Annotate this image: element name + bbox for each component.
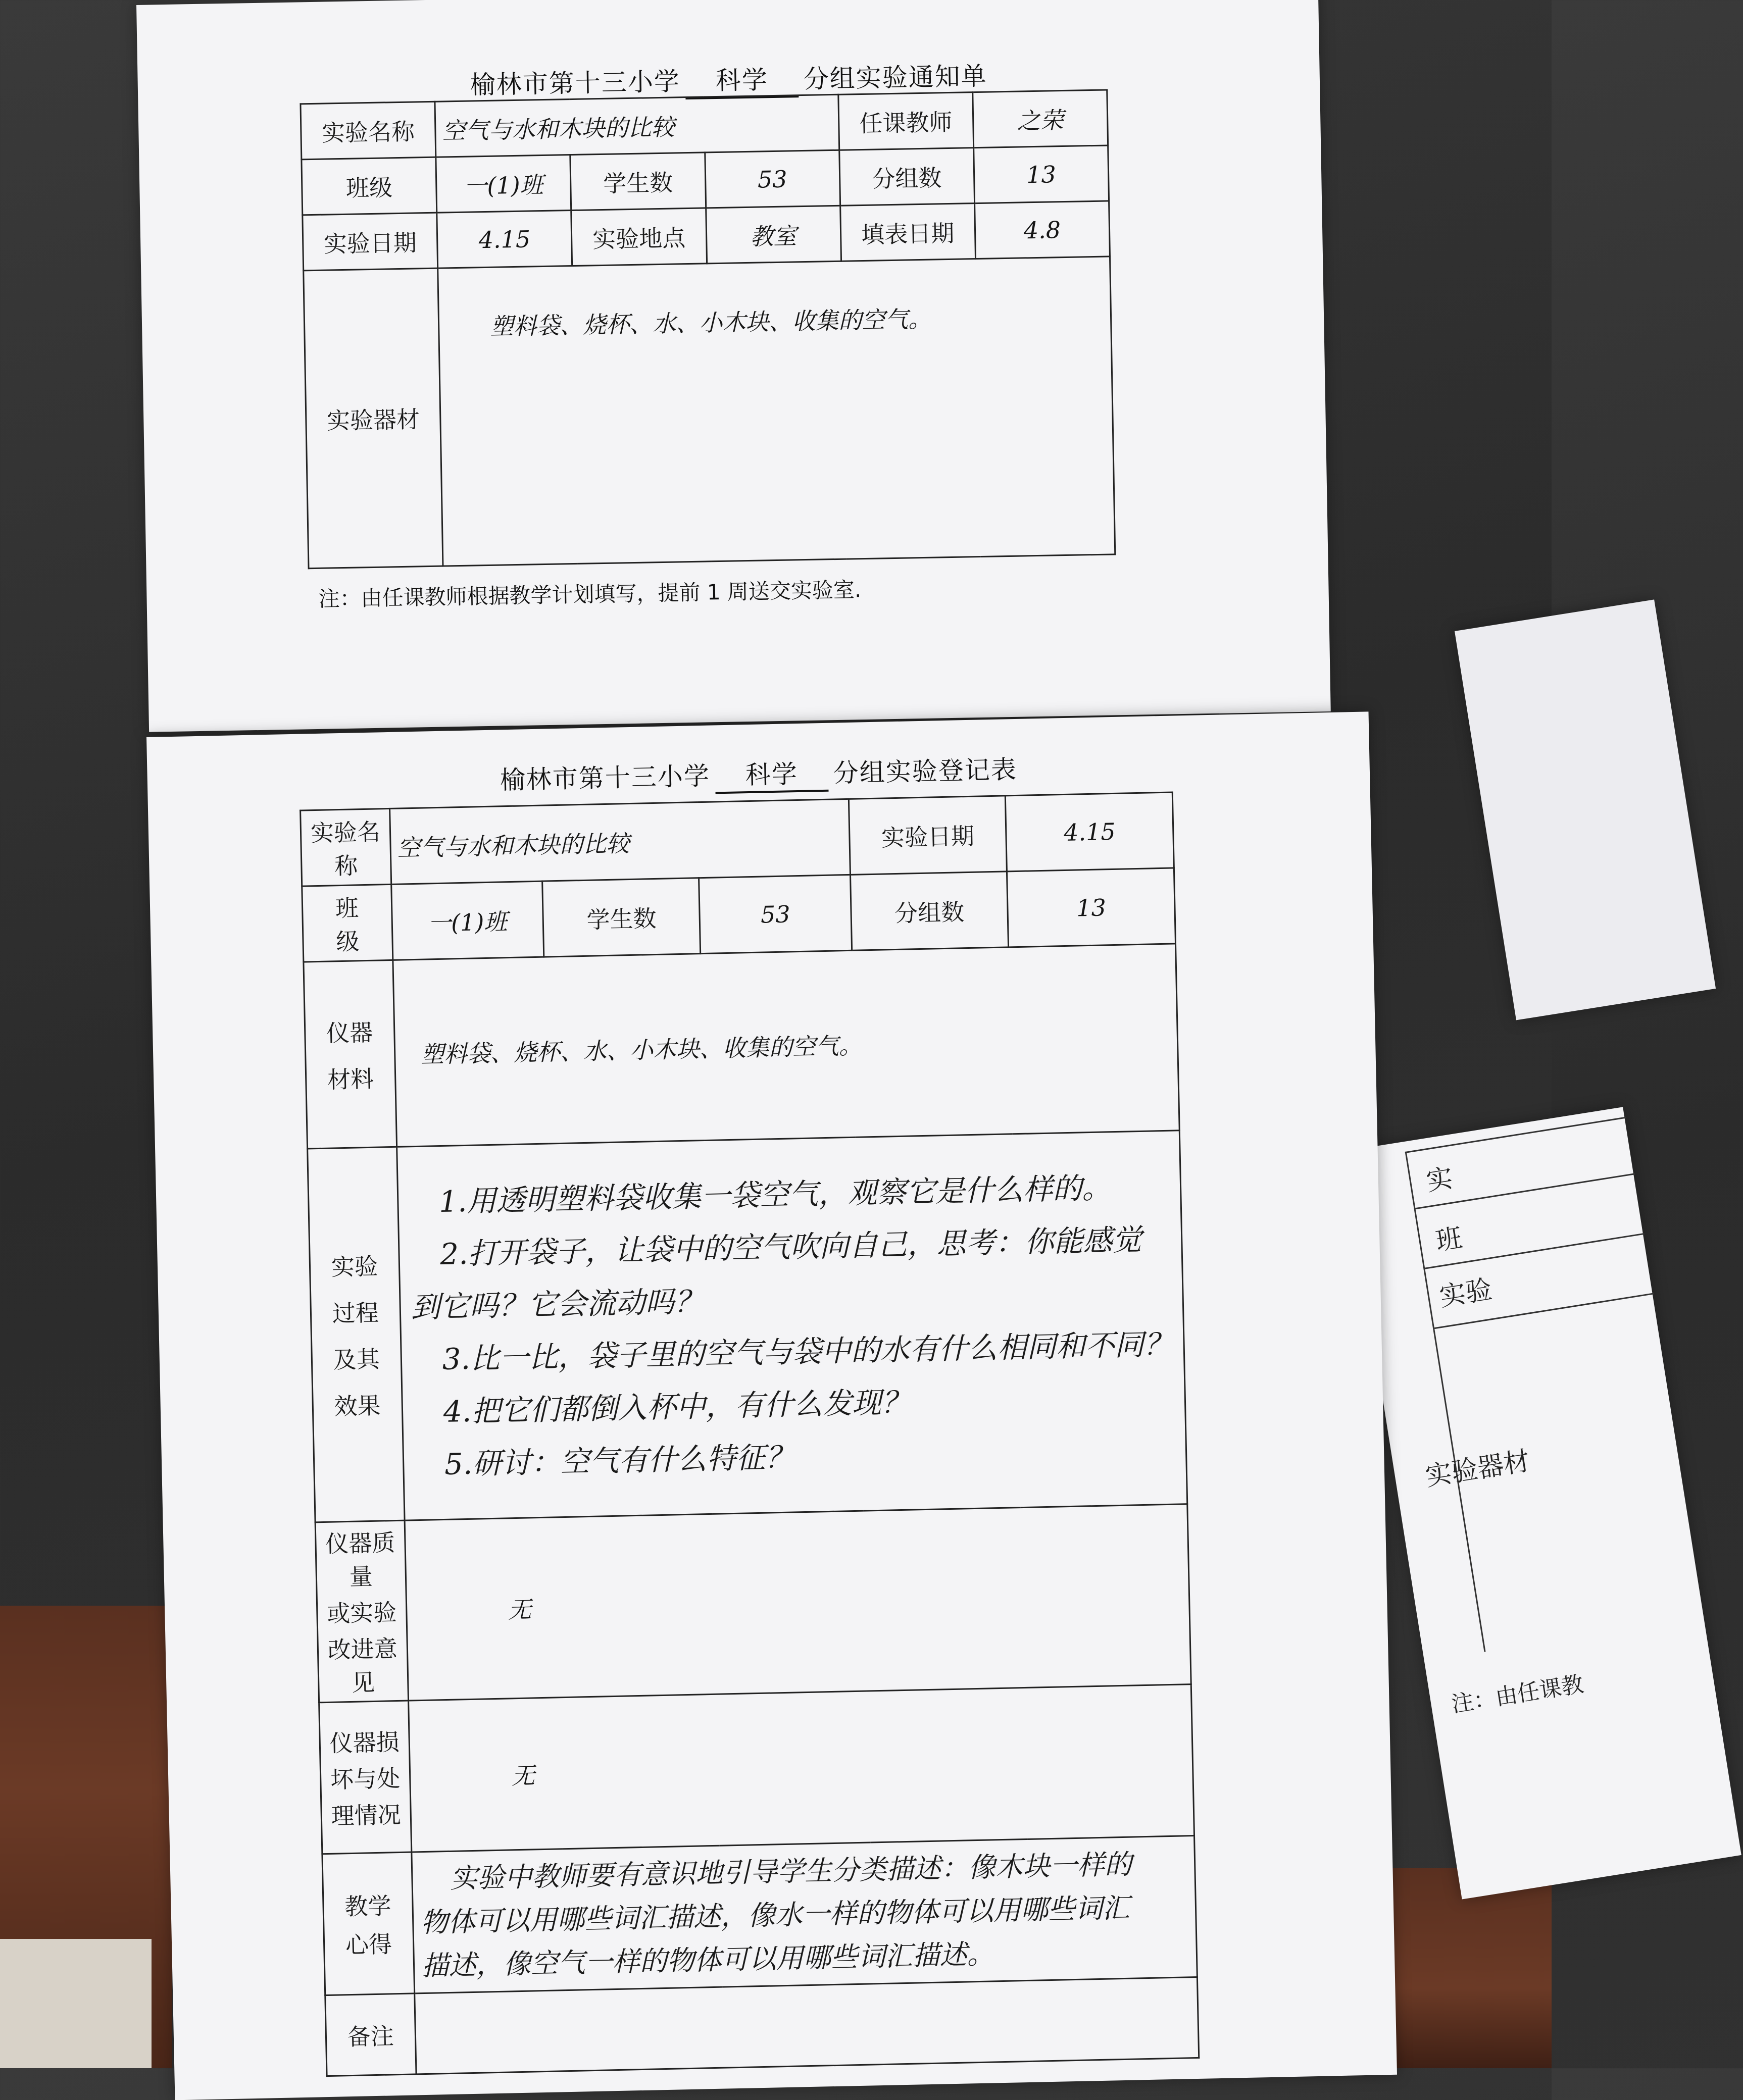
reg-label-materials-1: 仪器	[326, 1018, 373, 1047]
reg-label-materials	[304, 960, 396, 1149]
reg-label-damage	[319, 1701, 412, 1854]
label-equipment: 实验器材	[304, 268, 443, 569]
reg-label-students: 学生数	[542, 878, 701, 957]
process-step-3: 3.比一比，袋子里的空气与袋中的水有什么相同和不同？	[441, 1326, 1174, 1376]
value-exp-date: 4.15	[437, 211, 572, 269]
reg-value-quality: 无	[405, 1504, 1191, 1701]
value-equipment: 塑料袋、烧杯、水、小木块、收集的空气。	[438, 257, 1115, 566]
reg-label-remarks: 备注	[325, 1993, 416, 2076]
reg-label-quality-3: 改进意见	[327, 1634, 398, 1697]
reg-label-damage-1: 仪器损	[329, 1728, 400, 1757]
value-class: 一(1)班	[436, 155, 571, 213]
reg-label-process-3: 及其	[333, 1345, 380, 1374]
reg-label-exp-name: 实验名称	[301, 808, 391, 886]
reg-label-process-4: 效果	[334, 1392, 381, 1420]
side-sheet-fragment-3: 实验	[1437, 1274, 1495, 1313]
floor-corner	[0, 1939, 152, 2068]
label-groups: 分组数	[839, 148, 974, 206]
label-exp-name: 实验名称	[301, 101, 436, 160]
reg-value-process	[396, 1131, 1187, 1520]
reflection-line-3: 描述，像空气一样的物体可以用哪些词汇描述。	[421, 1937, 995, 1982]
value-fill-date: 4.8	[974, 201, 1110, 259]
notice-table	[300, 89, 1116, 569]
notice-title-subject: 科学	[685, 59, 799, 99]
process-step-1: 1.用透明塑料袋收集一袋空气，观察它是什么样的。	[438, 1170, 1112, 1219]
value-teacher: 之荣	[972, 90, 1108, 148]
reg-value-groups: 13	[1007, 868, 1175, 947]
reflection-line-2: 物体可以用哪些词汇描述，像水一样的物体可以用哪些词汇	[420, 1891, 1130, 1938]
value-groups: 13	[973, 145, 1109, 203]
reg-label-materials-2: 材料	[327, 1065, 374, 1094]
register-table	[300, 791, 1200, 2077]
process-step-5: 5.研讨：空气有什么特征？	[444, 1439, 795, 1481]
reg-value-class: 一(1)班	[391, 881, 544, 960]
side-sheet-note: 注：由任课教	[1450, 1671, 1585, 1718]
register-title	[147, 742, 1370, 806]
reg-label-class: 班 级	[302, 884, 393, 962]
reg-value-remarks	[414, 1977, 1199, 2074]
reg-label-damage-3: 理情况	[331, 1801, 402, 1830]
value-location: 教室	[706, 206, 841, 264]
register-sheet	[146, 711, 1397, 2100]
value-students: 53	[705, 150, 840, 208]
notice-sheet	[136, 0, 1331, 732]
notice-footnote: 注：由任课教师根据教学计划填写，提前 1 周送交实验室.	[318, 577, 862, 611]
label-teacher: 任课教师	[838, 92, 973, 150]
process-step-2-cont: 到它吗？它会流动吗？	[410, 1284, 705, 1324]
reg-label-process-1: 实验	[331, 1252, 378, 1281]
reg-value-exp-date: 4.15	[1005, 792, 1174, 872]
reg-label-quality-2: 或实验	[326, 1599, 397, 1627]
reg-label-groups: 分组数	[850, 872, 1008, 950]
reg-label-quality-1: 仪器质量	[325, 1529, 395, 1591]
side-sheet-table	[1405, 1117, 1705, 1652]
process-step-4: 4.把它们都倒入杯中，有什么发现？	[443, 1385, 911, 1429]
reg-value-materials: 塑料袋、烧杯、水、小木块、收集的空气。	[393, 944, 1180, 1147]
reg-value-reflection	[412, 1836, 1198, 1993]
label-students: 学生数	[570, 152, 706, 211]
label-class: 班级	[302, 157, 437, 215]
reg-label-reflection	[322, 1852, 414, 1995]
side-sheet-fragment-2: 班	[1433, 1222, 1465, 1257]
register-title-suffix: 分组实验登记表	[833, 754, 1018, 788]
side-sheet-equipment-label: 实验器材	[1423, 1446, 1532, 1493]
label-location: 实验地点	[571, 208, 707, 266]
label-exp-date: 实验日期	[303, 213, 438, 271]
reflection-line-1: 实验中教师要有意识地引导学生分类描述：像木块一样的	[450, 1848, 1132, 1894]
reg-value-students: 53	[699, 875, 852, 953]
reg-label-reflection-2: 心得	[345, 1930, 392, 1959]
reg-value-exp-name: 空气与水和木块的比较	[389, 799, 850, 884]
reg-label-damage-2: 坏与处	[330, 1764, 401, 1794]
label-fill-date: 填表日期	[840, 203, 975, 262]
register-title-subject: 科学	[715, 753, 829, 794]
value-exp-name: 空气与水和木块的比较	[435, 94, 839, 157]
reg-label-process-2: 过程	[332, 1299, 379, 1327]
reg-label-process	[308, 1147, 405, 1522]
process-step-2: 2.打开袋子，让袋中的空气吹向自己，思考：你能感觉	[439, 1222, 1142, 1271]
side-sheet	[1343, 1107, 1741, 1899]
reg-value-damage: 无	[408, 1684, 1194, 1852]
reg-label-exp-date: 实验日期	[849, 796, 1007, 875]
notice-title-school: 榆林市第十三小学	[470, 67, 681, 100]
reg-label-reflection-1: 教学	[344, 1891, 391, 1920]
notice-title-suffix: 分组实验通知单	[803, 61, 988, 94]
register-title-school: 榆林市第十三小学	[500, 761, 711, 795]
side-sheet-fragment-1: 实	[1424, 1163, 1455, 1197]
side-sheet-top	[1455, 599, 1716, 1020]
reg-label-quality	[315, 1520, 408, 1703]
